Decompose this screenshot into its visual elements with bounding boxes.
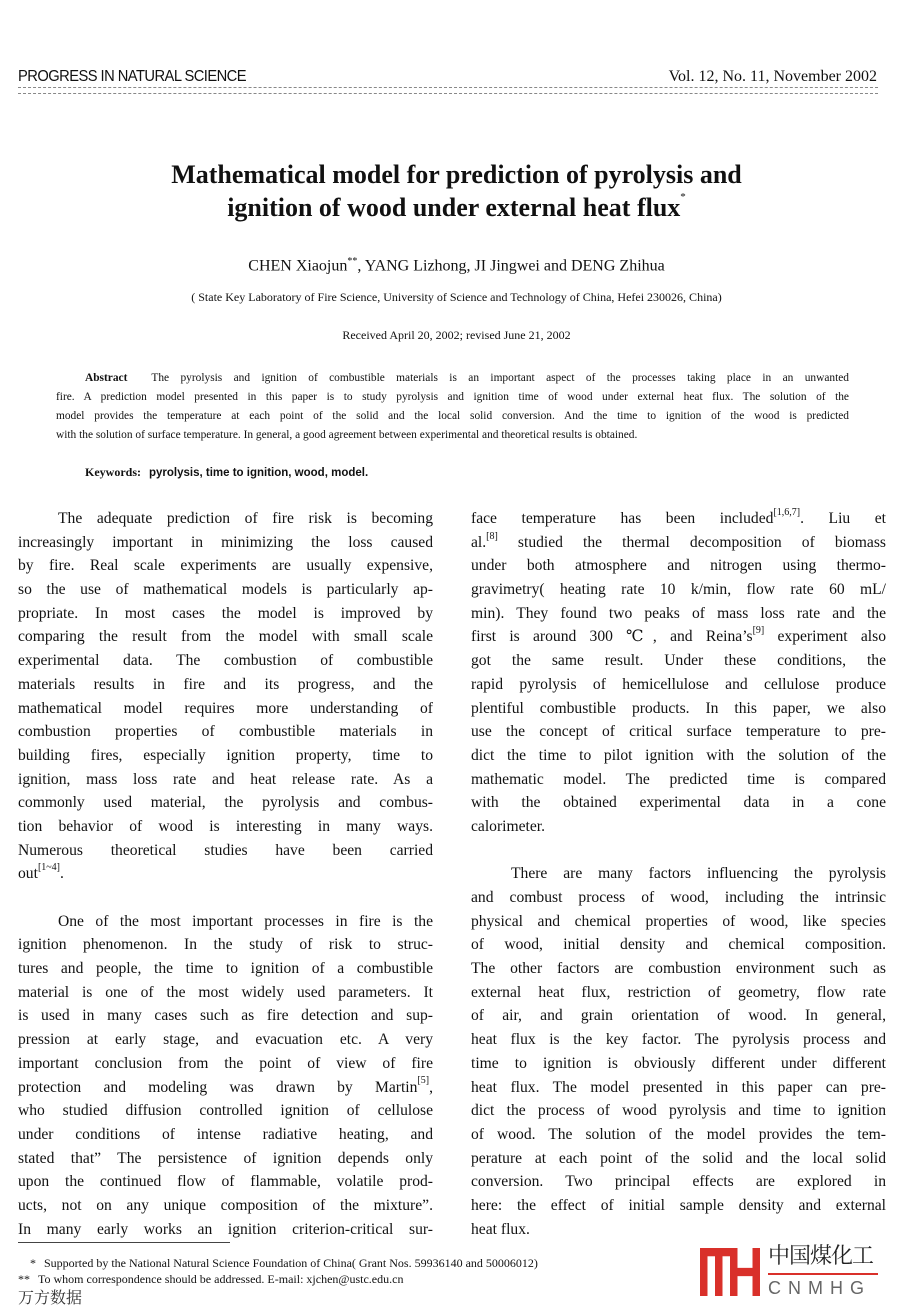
citation-ref: [1~4]	[37, 862, 61, 874]
text-line: heat flux is the key factor. The pyrolysis process and	[471, 1031, 886, 1049]
text-line: al.[8] studied the thermal decomposition of biomass	[471, 530, 886, 551]
abstract-line: model provides the temperature at each point of the solid and the local solid conversion. And the time to ignition of the wood is predicted	[56, 410, 849, 422]
title-text: ignition of wood under external heat flux	[227, 193, 681, 222]
keywords	[85, 465, 368, 480]
text-line: here: the effect of initial sample density and external	[471, 1196, 886, 1214]
text-line: One of the most important processes in fire is the	[58, 912, 433, 930]
watermark-cn-text: 中国煤化工	[768, 1244, 874, 1269]
text-line: Numerous theoretical studies have been carried	[18, 841, 433, 859]
text-line: calorimeter.	[471, 817, 546, 835]
text-line: use the concept of critical surface temperature to pre-	[471, 723, 886, 741]
text-line: There are many factors influencing the pyrolysis	[511, 865, 886, 883]
paragraph-gap	[18, 886, 433, 910]
title-footnote-mark: *	[680, 191, 686, 203]
footnote-funding	[22, 1256, 538, 1271]
paragraph-gap	[471, 839, 886, 863]
text-line: increasingly important in minimizing the loss caused	[18, 533, 433, 551]
footnote-correspondence	[18, 1272, 403, 1287]
citation-ref: [1,6,7]	[773, 506, 801, 518]
watermark-en-text: CNMHG	[768, 1278, 871, 1298]
abstract-line: with the solution of surface temperature. In general, a good agreement between experimental and theoretical results is obtained.	[56, 429, 638, 441]
text-line: propriate. In most cases the model is improved by	[18, 604, 433, 622]
text-line: got the same result. Under these conditions, the	[471, 652, 886, 670]
text-line: physical and chemical properties of wood, like species	[471, 912, 886, 930]
text-line: In many early works an ignition criterion-critical sur-	[18, 1220, 433, 1238]
text-line: tures and people, the time to ignition of a combustible	[18, 960, 433, 978]
footnote-mark: *	[30, 1256, 36, 1270]
footnote-rule	[18, 1242, 230, 1243]
text-line: of wood, initial density and chemical composition.	[471, 936, 886, 954]
text-line: stated that” The persistence of ignition depends only	[18, 1149, 433, 1167]
body-column-right	[471, 507, 886, 1241]
text-line: time to ignition is obviously different under different	[471, 1054, 886, 1072]
footnote-text: Supported by the National Natural Science Foundation of China( Grant Nos. 59936140 and 50006012)	[44, 1256, 538, 1270]
journal-name: PROGRESS IN NATURAL SCIENCE	[18, 68, 247, 85]
text-line: of wood. The solution of the model provides the tem-	[471, 1125, 886, 1143]
text-line: important conclusion from the point of view of fire	[18, 1054, 433, 1072]
paper-title-line-2	[0, 193, 913, 223]
body-column-left	[18, 507, 433, 1241]
text-line: under both atmosphere and nitrogen using thermo-	[471, 557, 886, 575]
text-line: tion behavior of wood is interesting in many ways.	[18, 817, 433, 835]
text-line: and combust process of wood, including the intrinsic	[471, 889, 886, 906]
text-line: min). They found two peaks of mass loss rate and the	[471, 604, 886, 622]
affiliation: ( State Key Laboratory of Fire Science, University of Science and Technology of China, Hefei 230026, China)	[191, 290, 722, 304]
text-line: of air, and grain orientation of wood. In general,	[471, 1007, 886, 1025]
text-line: rapid pyrolysis of hemicellulose and cellulose produce	[471, 675, 886, 693]
text-line: experimental data. The combustion of combustible	[18, 652, 433, 670]
text-line: ignition, mass loss rate and heat release rate. As a	[18, 770, 433, 788]
text-line: upon the continued flow of flammable, volatile prod-	[18, 1173, 433, 1191]
text-line: building fires, especially ignition property, time to	[18, 746, 433, 764]
text-line: comparing the result from the model with small scale	[18, 628, 433, 646]
text-line: with the obtained experimental data in a cone	[471, 794, 886, 812]
text-line: mathematic model. The predicted time is compared	[471, 770, 886, 788]
text-line: materials results in fire and its progress, and the	[18, 675, 433, 693]
text-line: is used in many cases such as fire detection and sup-	[18, 1007, 433, 1025]
received-dates: Received April 20, 2002; revised June 21, 2002	[342, 328, 571, 342]
text-line: gravimetry( heating rate 10 k/min, flow rate 60 mL/	[471, 581, 886, 599]
footnote-text: To whom correspondence should be addressed. E-mail: xjchen@ustc.edu.cn	[38, 1272, 404, 1286]
paper-title-line-1: Mathematical model for prediction of pyrolysis and	[171, 160, 742, 189]
wanfang-watermark: 万方数据	[18, 1288, 83, 1307]
author-footnote-mark: **	[347, 256, 358, 267]
text-line: plentiful combustible products. In this paper, we also	[471, 699, 886, 717]
text-line: external heat flux, restriction of geometry, flow rate	[471, 983, 886, 1001]
text-line: heat flux.	[471, 1220, 530, 1238]
text-line: mathematical model requires more understanding of	[18, 699, 433, 717]
header-rule	[18, 87, 878, 94]
text-line: dict the process of wood pyrolysis and time to ignition	[471, 1102, 886, 1120]
abstract-label: Abstract	[85, 372, 128, 384]
other-authors: , YANG Lizhong, JI Jingwei and DENG Zhihua	[357, 257, 665, 275]
text-line: material is one of the most widely used parameters. It	[18, 983, 433, 1001]
citation-ref: [9]	[752, 625, 765, 637]
text-line: perature at each point of the solid and the local solid	[471, 1149, 886, 1167]
authors	[0, 256, 913, 275]
abstract-line: fire. A prediction model presented in this paper is to study pyrolysis and ignition time of wood under external heat flux. The solution of the	[56, 391, 849, 403]
text-line: under conditions of intense radiative heating, and	[18, 1125, 433, 1143]
text-line: protection and modeling was drawn by Martin[5],	[18, 1075, 433, 1096]
first-author: CHEN Xiaojun	[248, 257, 348, 275]
text-line: who studied diffusion controlled ignition of cellulose	[18, 1102, 433, 1120]
text-line: The other factors are combustion environment such as	[471, 960, 886, 978]
text-line: so the use of mathematical models is particularly ap-	[18, 581, 433, 599]
text-line: ucts, not on any unique composition of the mixture”.	[18, 1196, 433, 1214]
abstract-line: Abstract The pyrolysis and ignition of combustible materials is an important aspect of the processes taking place in an unwanted	[85, 372, 849, 384]
text-line: dict the time to pilot ignition with the solution of the	[471, 746, 886, 764]
text-line: The adequate prediction of fire risk is becoming	[58, 510, 433, 527]
keywords-label: Keywords:	[85, 465, 141, 479]
text-line: commonly used material, the pyrolysis and combus-	[18, 794, 433, 812]
text-line: conversion. Two principal effects are explored in	[471, 1173, 886, 1191]
cnmhg-logo-icon	[700, 1248, 760, 1301]
text-line: face temperature has been included[1,6,7]. Liu et	[471, 506, 886, 527]
text-line: heat flux. The model presented in this paper can pre-	[471, 1078, 886, 1096]
footnote-mark: **	[18, 1272, 30, 1286]
text-line: pression at early stage, and evacuation etc. A very	[18, 1031, 433, 1049]
text-line: by fire. Real scale experiments are usually expensive,	[18, 557, 433, 575]
citation-ref: [5]	[417, 1075, 430, 1087]
citation-ref: [8]	[486, 530, 498, 542]
watermark-divider	[768, 1273, 878, 1275]
issue-info: Vol. 12, No. 11, November 2002	[668, 68, 877, 85]
text-line: combustion properties of combustible materials in	[18, 723, 433, 741]
text-line: first is around 300 ℃, and Reina’s[9] experiment also	[471, 625, 886, 646]
keywords-text: pyrolysis, time to ignition, wood, model.	[149, 467, 369, 479]
text-line: ignition phenomenon. In the study of risk to struc-	[18, 936, 433, 954]
text-line: out[1~4].	[18, 862, 64, 883]
